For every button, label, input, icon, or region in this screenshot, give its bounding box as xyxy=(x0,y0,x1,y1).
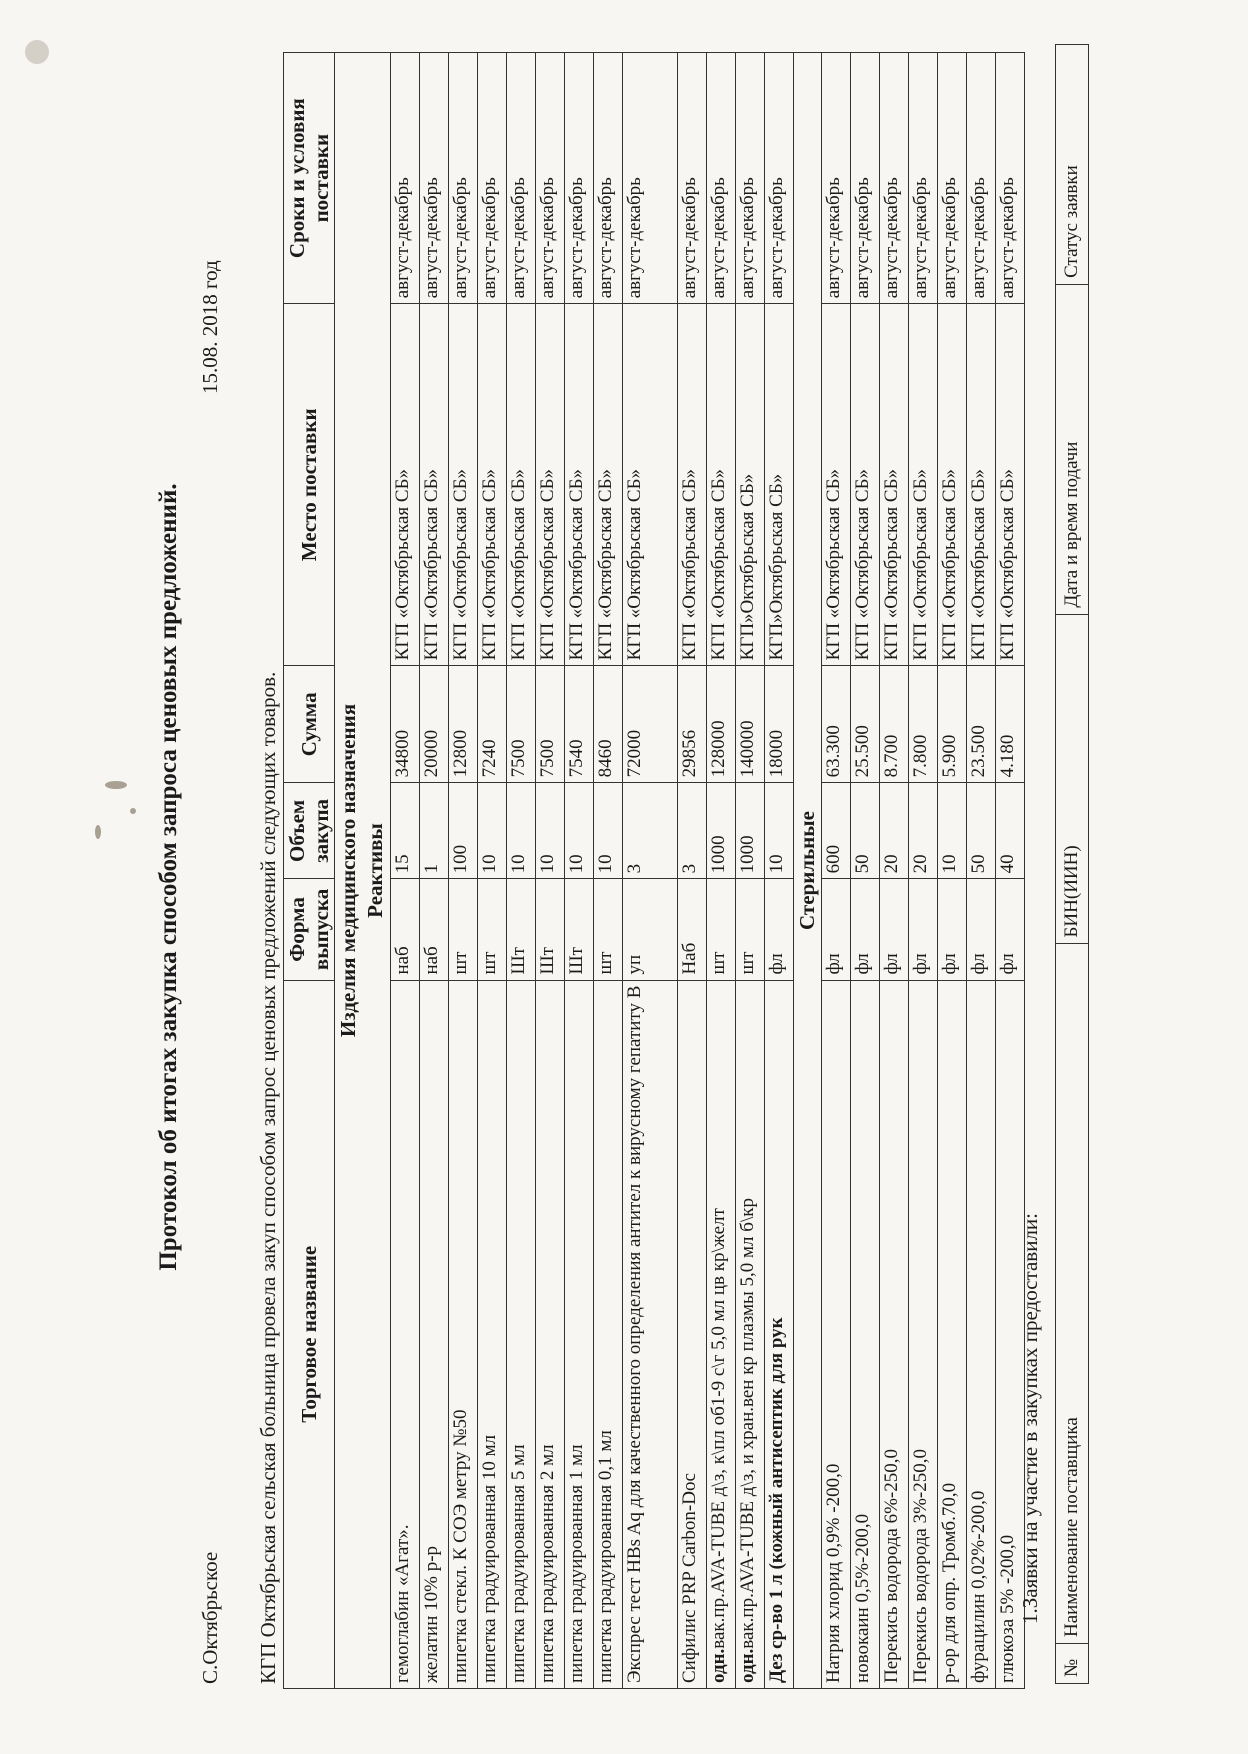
cell-form: фл xyxy=(995,879,1024,980)
cell-name-bold: одн. xyxy=(707,1648,729,1683)
table-row xyxy=(390,53,419,1689)
cell-term: август-декабрь xyxy=(477,53,506,304)
table-row xyxy=(735,53,764,1689)
cell-sum: 128000 xyxy=(706,666,735,783)
cell-name xyxy=(937,980,966,1688)
cell-place: КГП «Октябрьская СБ» xyxy=(564,304,593,666)
cell-term: август-декабрь xyxy=(764,53,793,304)
cell-name-text: новокаин 0,5%-200,0 xyxy=(851,1513,873,1683)
cell-place: КГП «Октябрьская СБ» xyxy=(706,304,735,666)
cell-name xyxy=(506,980,535,1688)
cell-term: август-декабрь xyxy=(966,53,995,304)
table-row xyxy=(506,53,535,1689)
cell-qty: 1000 xyxy=(735,783,764,879)
cell-place: КГП «Октябрьская СБ» xyxy=(908,304,937,666)
cell-name xyxy=(448,980,477,1688)
cell-name-text: пипетка градуированная 2 мл xyxy=(536,1444,558,1683)
cell-name xyxy=(735,980,764,1688)
cell-sum: 25.500 xyxy=(850,666,879,783)
cell-qty: 3 xyxy=(677,783,706,879)
cell-term: август-декабрь xyxy=(677,53,706,304)
cell-form: Шт xyxy=(535,879,564,980)
cell-name xyxy=(477,980,506,1688)
cell-qty: 10 xyxy=(506,783,535,879)
cell-form: фл xyxy=(908,879,937,980)
table-row xyxy=(850,53,879,1689)
cell-sum: 8.700 xyxy=(879,666,908,783)
cell-sum: 20000 xyxy=(419,666,448,783)
table-row xyxy=(622,53,677,1689)
cell-term: август-декабрь xyxy=(448,53,477,304)
procurement-table xyxy=(283,52,1025,1689)
cell-form: шт xyxy=(735,879,764,980)
cell-sum: 34800 xyxy=(390,666,419,783)
cell-place: КГП «Октябрьская СБ» xyxy=(879,304,908,666)
cell-qty: 10 xyxy=(593,783,622,879)
cell-qty: 10 xyxy=(535,783,564,879)
cell-place: КГП»Октябрьская СБ» xyxy=(764,304,793,666)
cell-name xyxy=(706,980,735,1688)
cell-name-text: пипетка градуированная 10 мл xyxy=(478,1434,500,1683)
cell-term: август-декабрь xyxy=(419,53,448,304)
cell-qty: 20 xyxy=(908,783,937,879)
cell-place: КГП «Октябрьская СБ» xyxy=(821,304,850,666)
cell-place: КГП «Октябрьская СБ» xyxy=(477,304,506,666)
cell-name xyxy=(593,980,622,1688)
cell-name-text: глюкоза 5% -200,0 xyxy=(996,1534,1018,1683)
cell-form: фл xyxy=(850,879,879,980)
cell-term: август-декабрь xyxy=(706,53,735,304)
cell-place: КГП «Октябрьская СБ» xyxy=(966,304,995,666)
cell-term: август-декабрь xyxy=(564,53,593,304)
cell-qty: 3 xyxy=(622,783,677,879)
cell-sum: 23.500 xyxy=(966,666,995,783)
cell-term: август-декабрь xyxy=(937,53,966,304)
section-heading-reagents: Реактивы xyxy=(362,53,390,1689)
section-heading-main: Изделия медицинского назначения xyxy=(335,53,363,1689)
cell-term: август-декабрь xyxy=(908,53,937,304)
cell-name-text: желатин 10% р-р xyxy=(420,1545,442,1683)
cell-sum: 140000 xyxy=(735,666,764,783)
cell-sum: 72000 xyxy=(622,666,677,783)
cell-qty: 10 xyxy=(564,783,593,879)
place-of-issue: С.Октябрьское xyxy=(198,1551,222,1684)
cell-sum: 5.900 xyxy=(937,666,966,783)
cell-place: КГП «Октябрьская СБ» xyxy=(937,304,966,666)
cell-place: КГП «Октябрьская СБ» xyxy=(593,304,622,666)
cell-name xyxy=(535,980,564,1688)
cell-form: Шт xyxy=(564,879,593,980)
cell-term: август-декабрь xyxy=(879,53,908,304)
cell-place: КГП «Октябрьская СБ» xyxy=(448,304,477,666)
cell-name xyxy=(966,980,995,1688)
cell-qty: 15 xyxy=(390,783,419,879)
cell-qty: 40 xyxy=(995,783,1024,879)
cell-form: фл xyxy=(937,879,966,980)
cell-name xyxy=(850,980,879,1688)
header-sum: Сумма xyxy=(284,666,335,783)
cell-form: шт xyxy=(448,879,477,980)
appl-header-num: № xyxy=(1056,1644,1089,1684)
table-row xyxy=(535,53,564,1689)
document-title: Протокол об итогах закупка способом запроса ценовых предложений. xyxy=(155,483,182,1271)
table-row xyxy=(706,53,735,1689)
cell-place: КГП «Октябрьская СБ» xyxy=(995,304,1024,666)
cell-term: август-декабрь xyxy=(821,53,850,304)
cell-sum: 12800 xyxy=(448,666,477,783)
cell-form: шт xyxy=(593,879,622,980)
intro-paragraph: КГП Октябрьская сельская больница провела закуп способом запрос ценовых предложений следующих товаров. xyxy=(256,671,280,1684)
cell-name-text: Натрия хлорид 0,9% -200,0 xyxy=(822,1463,844,1683)
scan-speck xyxy=(130,808,136,814)
cell-term: август-декабрь xyxy=(622,53,677,304)
cell-name-text: фурацилин 0,02%-200,0 xyxy=(967,1490,989,1683)
cell-term: август-декабрь xyxy=(535,53,564,304)
cell-name xyxy=(622,980,677,1688)
cell-name-text: пипетка стекл. К СОЭ метру №50 xyxy=(449,1409,471,1683)
cell-name-text: пипетка градуированная 0,1 мл xyxy=(594,1430,616,1683)
cell-place: КГП «Октябрьская СБ» xyxy=(677,304,706,666)
cell-name-text: вак.пр.AVA-TUBE д\з, и хран.вен кр плазмы 5,0 мл б\кр xyxy=(736,1198,758,1649)
appl-header-datetime: Дата и время подачи xyxy=(1056,284,1089,614)
cell-term: август-декабрь xyxy=(390,53,419,304)
cell-term: август-декабрь xyxy=(593,53,622,304)
appl-header-status: Статус заявки xyxy=(1056,45,1089,285)
scan-speck xyxy=(95,825,101,839)
cell-place: КГП «Октябрьская СБ» xyxy=(535,304,564,666)
cell-qty: 50 xyxy=(966,783,995,879)
cell-term: август-декабрь xyxy=(735,53,764,304)
cell-sum: 63.300 xyxy=(821,666,850,783)
applications-header-row xyxy=(1056,45,1089,1684)
cell-form: фл xyxy=(879,879,908,980)
cell-name-text: Экспрес тест HBs Aq для качественного определения антител к вирусному гепатиту В xyxy=(623,985,645,1683)
cell-place: КГП «Октябрьская СБ» xyxy=(506,304,535,666)
cell-name xyxy=(564,980,593,1688)
cell-form: фл xyxy=(764,879,793,980)
scan-speck xyxy=(105,781,127,789)
cell-sum: 7.800 xyxy=(908,666,937,783)
cell-qty: 10 xyxy=(764,783,793,879)
cell-sum: 7240 xyxy=(477,666,506,783)
cell-form: фл xyxy=(821,879,850,980)
table-row xyxy=(966,53,995,1689)
cell-sum: 7500 xyxy=(506,666,535,783)
table-row xyxy=(593,53,622,1689)
document-date: 15.08. 2018 год xyxy=(198,260,222,394)
section-heading-sterile xyxy=(793,53,821,1689)
cell-qty: 50 xyxy=(850,783,879,879)
applications-note: 1.Заявки на участие в закупках предоставили: xyxy=(1018,1212,1042,1624)
cell-qty: 10 xyxy=(937,783,966,879)
cell-place: КГП «Октябрьская СБ» xyxy=(390,304,419,666)
table-row xyxy=(821,53,850,1689)
header-form: Форма выпуска xyxy=(284,879,335,980)
cell-name xyxy=(419,980,448,1688)
cell-name-text: пипетка градуированная 1 мл xyxy=(565,1444,587,1683)
table-row xyxy=(419,53,448,1689)
header-place: Место поставки xyxy=(284,304,335,666)
cell-form: шт xyxy=(477,879,506,980)
cell-qty: 10 xyxy=(477,783,506,879)
cell-name-bold: Дез ср-во 1 л (кожный антисептик для рук xyxy=(765,1317,787,1683)
section-heading-sterile-label: Стерильные xyxy=(793,53,821,1689)
cell-place: КГП «Октябрьская СБ» xyxy=(419,304,448,666)
cell-sum: 29856 xyxy=(677,666,706,783)
table-row xyxy=(477,53,506,1689)
cell-place: КГП «Октябрьская СБ» xyxy=(850,304,879,666)
cell-qty: 600 xyxy=(821,783,850,879)
table-row xyxy=(764,53,793,1689)
scan-speck xyxy=(25,40,49,64)
table-row xyxy=(677,53,706,1689)
cell-qty: 100 xyxy=(448,783,477,879)
cell-form: фл xyxy=(966,879,995,980)
cell-name-bold: одн. xyxy=(736,1648,758,1683)
appl-header-bin: БИН(ИИН) xyxy=(1056,614,1089,944)
cell-name xyxy=(821,980,850,1688)
cell-form: Шт xyxy=(506,879,535,980)
cell-name-text: Перекись водорода 6%-250,0 xyxy=(880,1448,902,1683)
cell-term: август-декабрь xyxy=(995,53,1024,304)
applications-table xyxy=(1055,44,1089,1684)
cell-name-text: вак.пр.AVA-TUBE д\з, к\пл об1-9 с\г 5,0 мл цв кр\желт xyxy=(707,1208,729,1649)
cell-name-text: пипетка градуированная 5 мл xyxy=(507,1444,529,1683)
cell-name-text: Сифилис PRP Carbon-Doc xyxy=(678,1473,700,1683)
cell-term: август-декабрь xyxy=(506,53,535,304)
cell-form: наб xyxy=(419,879,448,980)
cell-sum: 8460 xyxy=(593,666,622,783)
table-row xyxy=(448,53,477,1689)
cell-name-text: гемоглабин «Агат». xyxy=(391,1524,413,1683)
appl-header-supplier: Наименование поставщика xyxy=(1056,944,1089,1644)
table-row xyxy=(879,53,908,1689)
cell-name xyxy=(879,980,908,1688)
table-row xyxy=(937,53,966,1689)
cell-name xyxy=(390,980,419,1688)
cell-sum: 7540 xyxy=(564,666,593,783)
cell-form: шт xyxy=(706,879,735,980)
table-row xyxy=(908,53,937,1689)
cell-place: КГП «Октябрьская СБ» xyxy=(622,304,677,666)
header-term: Сроки и условия поставки xyxy=(284,53,335,304)
table-header-row xyxy=(284,53,335,1689)
cell-qty: 1 xyxy=(419,783,448,879)
cell-sum: 18000 xyxy=(764,666,793,783)
cell-term: август-декабрь xyxy=(850,53,879,304)
cell-sum: 4.180 xyxy=(995,666,1024,783)
cell-name-text: р-ор для опр. Тромб.70,0 xyxy=(938,1482,960,1683)
header-qty: Объем закупа xyxy=(284,783,335,879)
cell-place: КГП»Октябрьская СБ» xyxy=(735,304,764,666)
cell-name xyxy=(677,980,706,1688)
cell-name xyxy=(764,980,793,1688)
cell-name xyxy=(908,980,937,1688)
table-row xyxy=(564,53,593,1689)
cell-form: наб xyxy=(390,879,419,980)
cell-form: уп xyxy=(622,879,677,980)
cell-form: Наб xyxy=(677,879,706,980)
header-name: Торговое название xyxy=(284,980,335,1688)
cell-qty: 1000 xyxy=(706,783,735,879)
cell-sum: 7500 xyxy=(535,666,564,783)
cell-qty: 20 xyxy=(879,783,908,879)
cell-name-text: Перекись водорода 3%-250,0 xyxy=(909,1448,931,1683)
